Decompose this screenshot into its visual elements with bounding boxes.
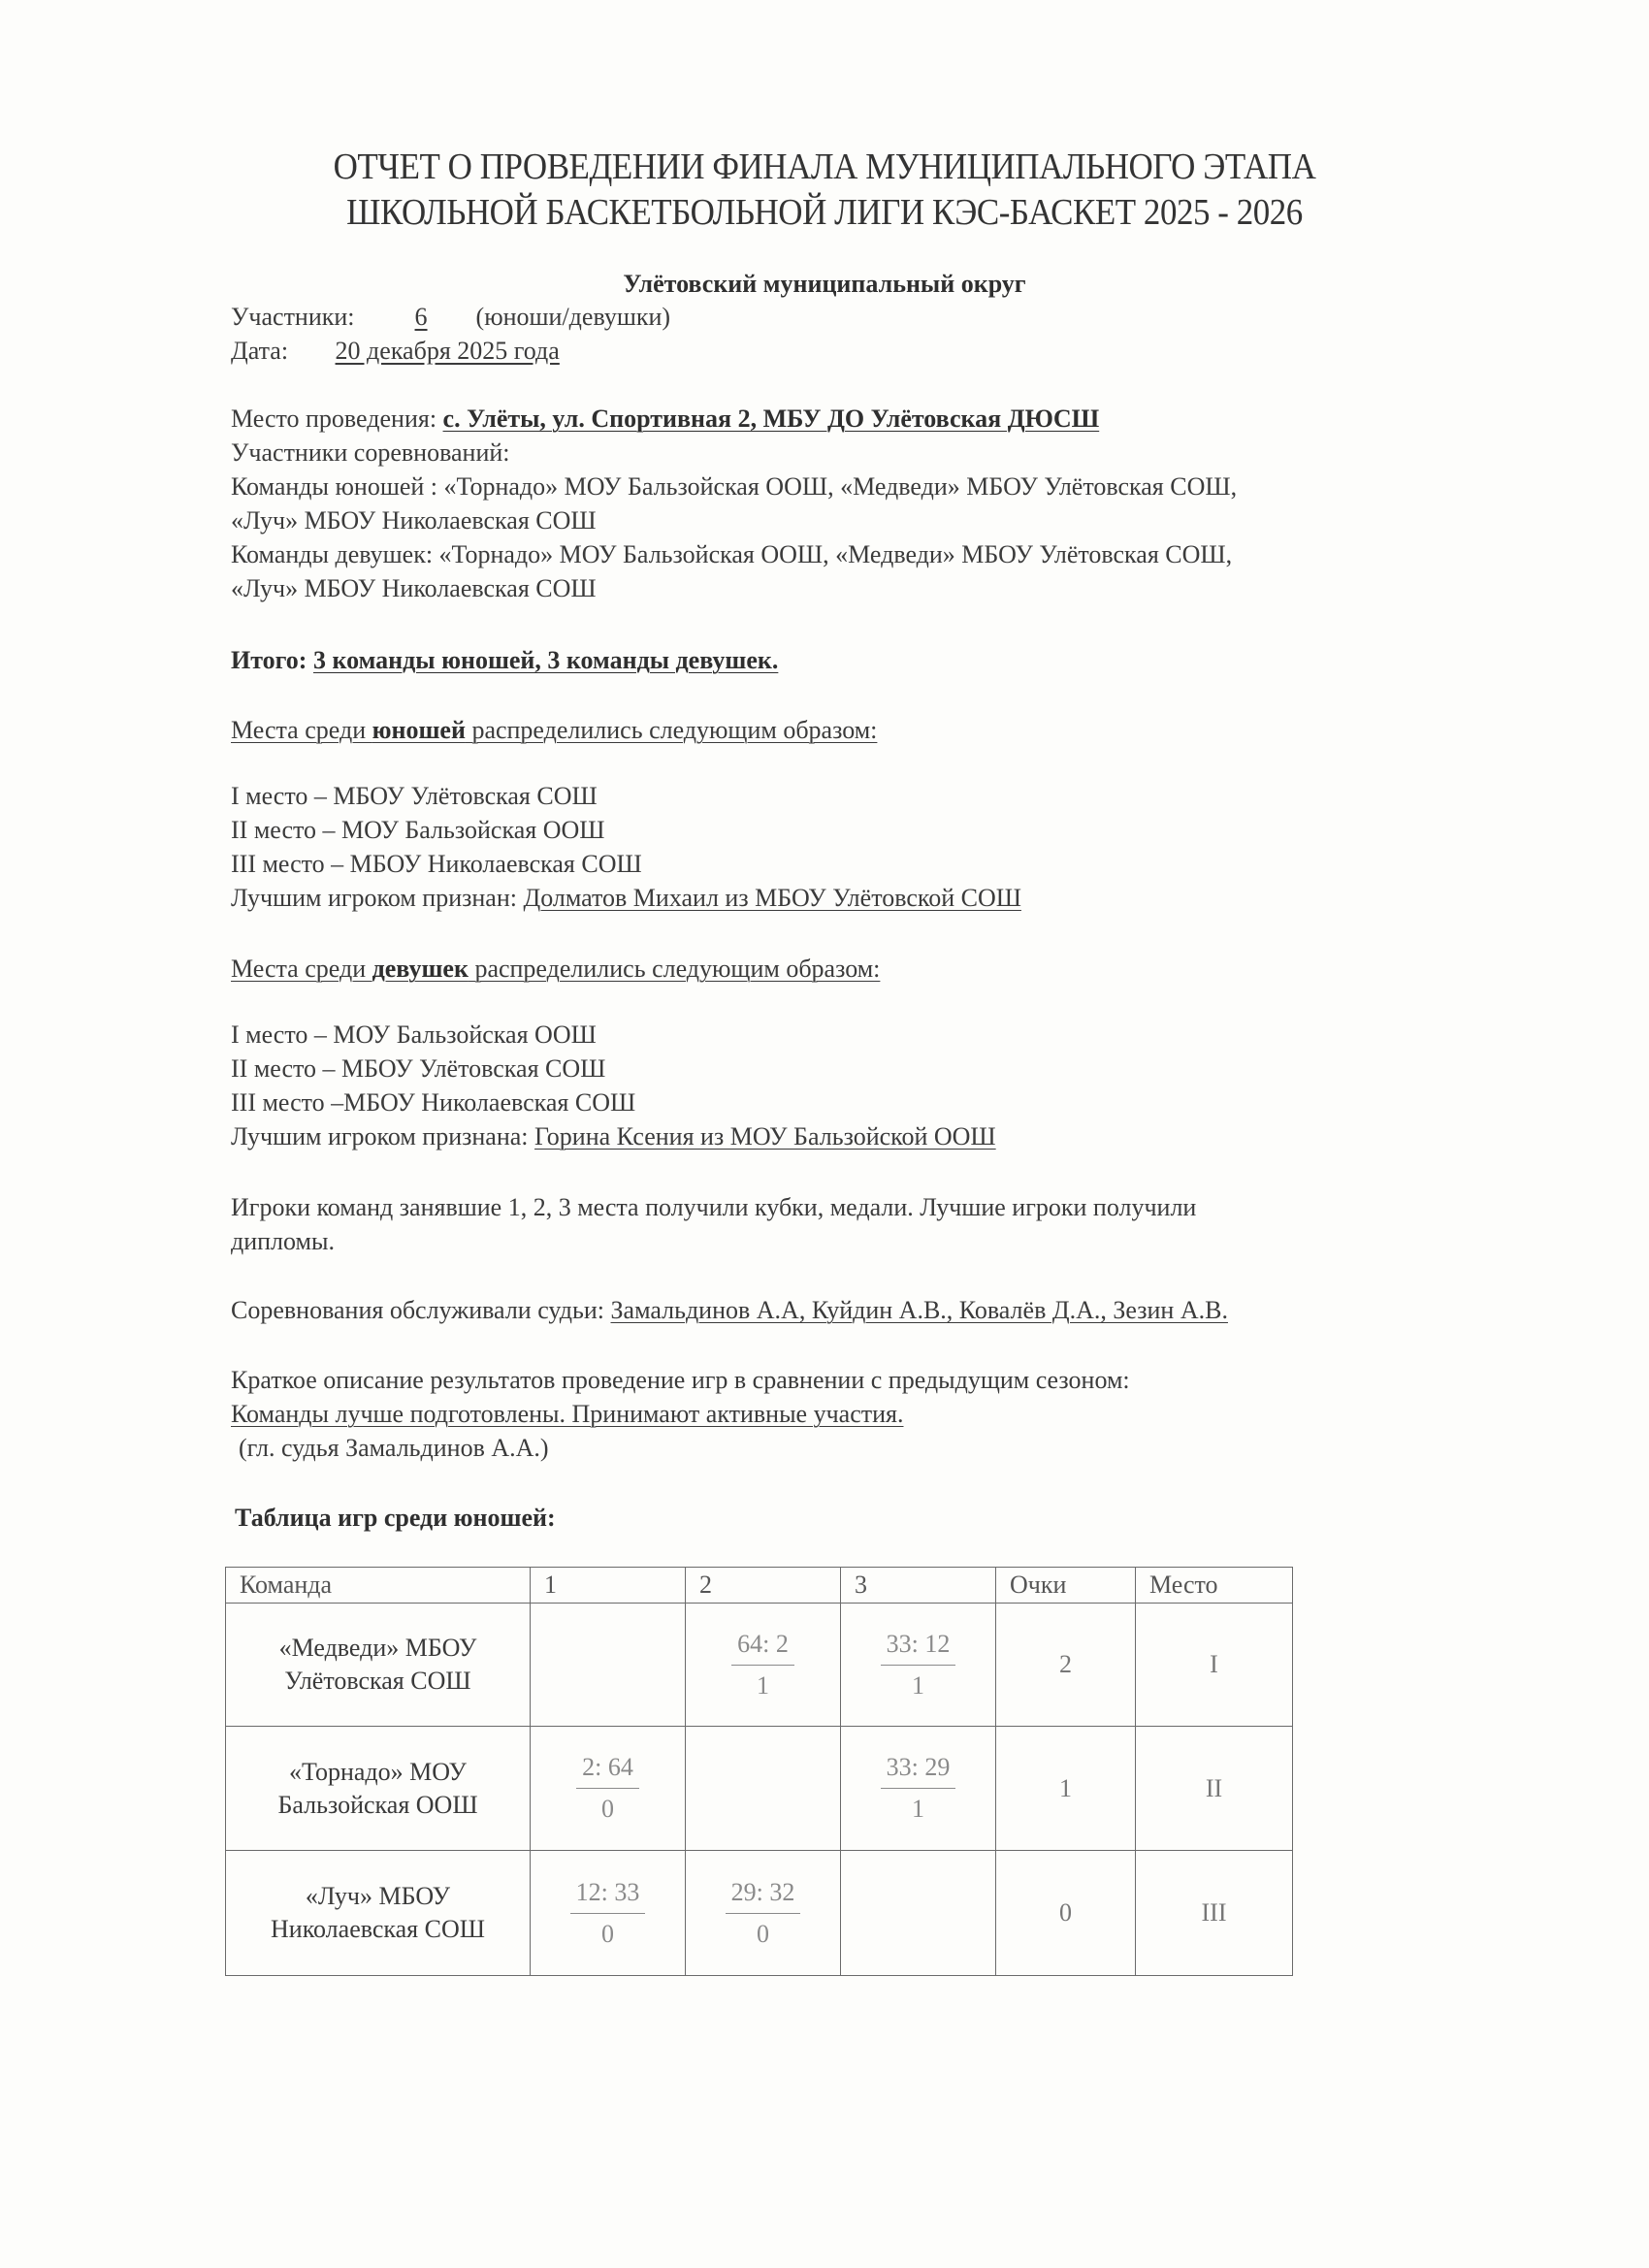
table-header-row xyxy=(226,1568,1293,1604)
boys-place-2: II место – МОУ Бальзойская ООШ xyxy=(231,816,605,844)
team-cell xyxy=(226,1604,531,1727)
game-points: 0 xyxy=(600,1919,614,1948)
game-cell xyxy=(531,1851,686,1976)
boys-results-heading xyxy=(231,716,877,745)
games-table-title: Таблица игр среди юношей: xyxy=(235,1504,556,1532)
venue-value: с. Улёты, ул. Спортивная 2, МБУ ДО Улётовская ДЮСШ xyxy=(442,405,1100,433)
header-game-2: 2 xyxy=(686,1568,841,1604)
boys-place-1: I место – МБОУ Улётовская СОШ xyxy=(231,782,598,810)
girls-heading-text: Места среди xyxy=(231,955,372,983)
final-place: II xyxy=(1136,1727,1293,1851)
venue-line xyxy=(231,405,1099,434)
chief-referee-signature: (гл. судья Замальдинов А.А.) xyxy=(239,1434,549,1462)
boys-heading-text: Места среди xyxy=(231,716,372,744)
game-score: 29: 32 xyxy=(726,1878,801,1914)
game-points: 0 xyxy=(756,1919,769,1948)
game-cell xyxy=(531,1727,686,1851)
girls-results-heading xyxy=(231,955,880,984)
team-cell xyxy=(226,1851,531,1976)
boys-best-player-label: Лучшим игроком признан: xyxy=(231,884,524,912)
game-cell-empty xyxy=(686,1727,841,1851)
team-school: Улётовская СОШ xyxy=(284,1667,471,1695)
game-points: 1 xyxy=(911,1795,924,1823)
game-cell xyxy=(841,1604,996,1727)
competitors-label: Участники соревнований: xyxy=(231,438,510,467)
total-line xyxy=(231,646,778,675)
game-cell-empty xyxy=(531,1604,686,1727)
total-label: Итого: xyxy=(231,646,307,674)
summary-value: Команды лучше подготовлены. Принимают активные участия. xyxy=(231,1400,904,1428)
girls-place-2: II место – МБОУ Улётовская СОШ xyxy=(231,1054,606,1083)
total-points: 0 xyxy=(996,1851,1136,1976)
girls-place-1: I место – МОУ Бальзойская ООШ xyxy=(231,1021,597,1049)
boys-heading-rest: распределились следующим образом: xyxy=(465,716,878,744)
game-cell xyxy=(841,1727,996,1851)
games-table xyxy=(225,1567,1293,1976)
boys-place-3: III место – МБОУ Николаевская СОШ xyxy=(231,850,642,878)
referees-label: Соревнования обслуживали судьи: xyxy=(231,1296,611,1324)
game-points: 1 xyxy=(911,1670,924,1700)
total-points: 2 xyxy=(996,1604,1136,1727)
awards-line-1: Игроки команд занявшие 1, 2, 3 места получили кубки, медали. Лучшие игроки получили xyxy=(231,1193,1197,1221)
game-score: 33: 29 xyxy=(881,1753,956,1789)
total-points: 1 xyxy=(996,1727,1136,1851)
date-value: 20 декабря 2025 года xyxy=(335,337,560,365)
team-school: Николаевская СОШ xyxy=(271,1915,485,1943)
team-name: «Луч» МБОУ xyxy=(305,1882,451,1910)
game-score: 12: 33 xyxy=(570,1878,646,1914)
boys-heading-bold: юношей xyxy=(372,716,466,744)
girls-best-player xyxy=(231,1122,996,1151)
team-school: Бальзойская ООШ xyxy=(277,1790,478,1819)
district-heading: Улётовский муниципальный округ xyxy=(623,270,1026,298)
referees-value: Замальдинов А.А, Куйдин А.В., Ковалёв Д.А., Зезин А.В. xyxy=(610,1296,1228,1324)
game-score: 64: 2 xyxy=(731,1630,794,1666)
header-place: Место xyxy=(1136,1568,1293,1604)
boys-teams-line-2: «Луч» МБОУ Николаевская СОШ xyxy=(231,506,597,535)
team-name: «Медведи» МБОУ xyxy=(278,1634,477,1662)
game-cell xyxy=(686,1851,841,1976)
total-value: 3 команды юношей, 3 команды девушек. xyxy=(312,646,779,674)
participants-count: 6 xyxy=(414,303,428,331)
boys-best-player-value: Долматов Михаил из МБОУ Улётовской СОШ xyxy=(523,884,1021,912)
girls-heading-rest: распределились следующим образом: xyxy=(468,955,881,983)
team-name: «Торнадо» МОУ xyxy=(289,1757,467,1786)
table-row xyxy=(226,1851,1293,1976)
report-title-line-1: ОТЧЕТ О ПРОВЕДЕНИИ ФИНАЛА МУНИЦИПАЛЬНОГО ЭТАПА xyxy=(333,146,1316,187)
team-cell xyxy=(226,1727,531,1851)
girls-place-3: III место –МБОУ Николаевская СОШ xyxy=(231,1088,636,1117)
awards-line-2: дипломы. xyxy=(231,1227,335,1255)
venue-label: Место проведения: xyxy=(231,405,437,433)
participants-note: (юноши/девушки) xyxy=(475,303,671,331)
girls-best-player-value: Горина Ксения из МОУ Бальзойской ООШ xyxy=(534,1122,996,1150)
boys-best-player xyxy=(231,884,1021,913)
referees-line xyxy=(231,1296,1228,1325)
boys-teams-line-1: Команды юношей : «Торнадо» МОУ Бальзойская ООШ, «Медведи» МБОУ Улётовская СОШ, xyxy=(231,472,1238,501)
participants-line xyxy=(231,303,670,332)
participants-label: Участники: xyxy=(231,303,355,331)
game-points: 0 xyxy=(600,1795,614,1823)
game-score: 2: 64 xyxy=(576,1753,639,1789)
header-team: Команда xyxy=(226,1568,531,1604)
date-line xyxy=(231,337,560,366)
game-cell-empty xyxy=(841,1851,996,1976)
table-row xyxy=(226,1604,1293,1727)
header-game-3: 3 xyxy=(841,1568,996,1604)
date-label: Дата: xyxy=(231,337,289,365)
game-points: 1 xyxy=(756,1670,769,1700)
girls-heading-bold: девушек xyxy=(372,955,469,983)
final-place: III xyxy=(1136,1851,1293,1976)
table-row xyxy=(226,1727,1293,1851)
summary-label: Краткое описание результатов проведение игр в сравнении с предыдущим сезоном: xyxy=(231,1366,1130,1394)
girls-best-player-label: Лучшим игроком признана: xyxy=(231,1122,535,1150)
header-game-1: 1 xyxy=(531,1568,686,1604)
final-place: I xyxy=(1136,1604,1293,1727)
game-cell xyxy=(686,1604,841,1727)
girls-teams-line-1: Команды девушек: «Торнадо» МОУ Бальзойская ООШ, «Медведи» МБОУ Улётовская СОШ, xyxy=(231,540,1233,568)
game-score: 33: 12 xyxy=(881,1630,956,1666)
girls-teams-line-2: «Луч» МБОУ Николаевская СОШ xyxy=(231,574,597,602)
header-points: Очки xyxy=(996,1568,1136,1604)
report-title-line-2: ШКОЛЬНОЙ БАСКЕТБОЛЬНОЙ ЛИГИ КЭС-БАСКЕТ 2025 - 2026 xyxy=(346,192,1303,233)
